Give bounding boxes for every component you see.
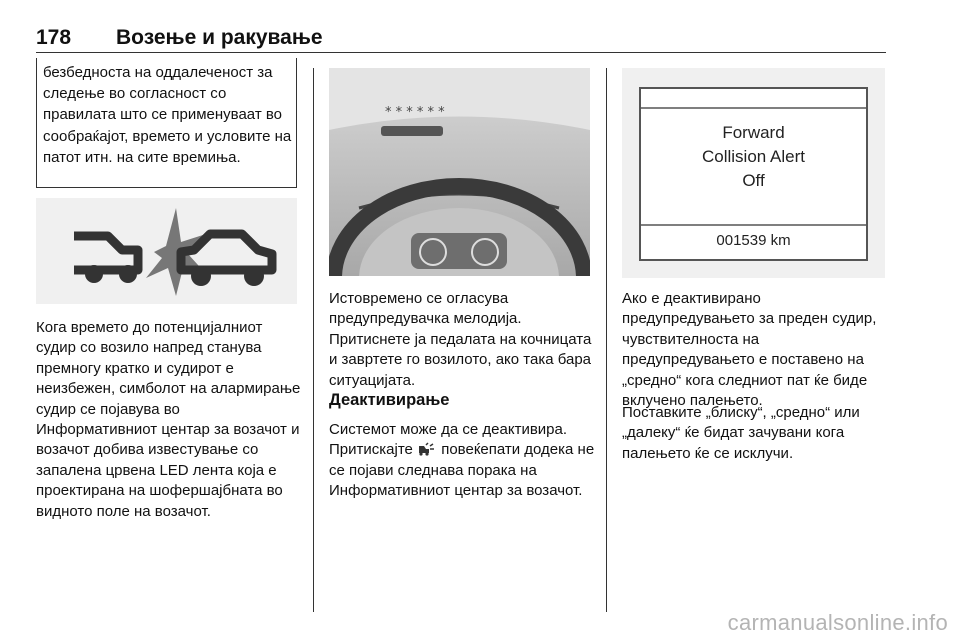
info-display-illustration	[622, 68, 885, 278]
section-heading: Деактивирање	[329, 391, 450, 409]
col3-body1: Ако е деактивирано предупредувањето за преден судир, чувствителноста на предупредувањето е поставено на „средно“ кога следниот пат ќе биде вклучено палењето.	[622, 290, 877, 410]
notice-text: безбедноста на оддалеченост за следење во согласност со правилата што се применуваат во сообраќајот, времето и условите на патот итн. на сите времиња.	[43, 64, 292, 166]
display-odometer-text: 001539 km	[716, 232, 791, 249]
forward-collision-alert-icon	[417, 442, 437, 456]
page-number: 178	[36, 26, 72, 49]
display-off-text: Off	[742, 171, 765, 190]
display-collision-alert-text: Collision Alert	[702, 147, 805, 166]
col2-body2-start: Системот може да се деактивира. Притискајте	[329, 421, 568, 459]
dashboard-illustration	[329, 68, 590, 276]
column-divider-left	[313, 68, 314, 612]
notice-box	[36, 58, 297, 188]
page-header	[36, 26, 886, 52]
column-divider-right	[606, 68, 607, 612]
display-forward-text: Forward	[722, 123, 785, 142]
svg-text:* * * * * *: * * * * * *	[385, 105, 445, 120]
col2-body2-end: повеќепати додека не се појави следнава порака на Информативниот центар за возачот.	[329, 441, 595, 500]
watermark-text: carmanualsonline.info	[727, 610, 948, 635]
page-title: Возење и ракување	[116, 26, 323, 49]
col3-body2: Поставките „блиску“, „средно“ или „далеку“ ќе бидат зачувани кога палењето ќе се исклучи.	[622, 404, 860, 462]
col2-body2	[329, 420, 599, 502]
col1-body: Кога времето до потенцијалниот судир со возило напред станува премногу кратко и судирот е неизбежен, симболот на алармирање судир се појавува во Информативниот центар за возачот и возачот добива известување со запалена црвена LED лента која е проектирана на шофершајбната во видното поле на возачот.	[36, 319, 301, 520]
rear-car-icon	[74, 236, 138, 283]
header-rule	[36, 52, 886, 53]
col2-body1: Истовремено се огласува предупредувачка мелодија. Притиснете ја педалата на кочницата и завртете го возилото, ако така бара ситуацијата.	[329, 290, 592, 389]
collision-illustration	[36, 198, 297, 304]
